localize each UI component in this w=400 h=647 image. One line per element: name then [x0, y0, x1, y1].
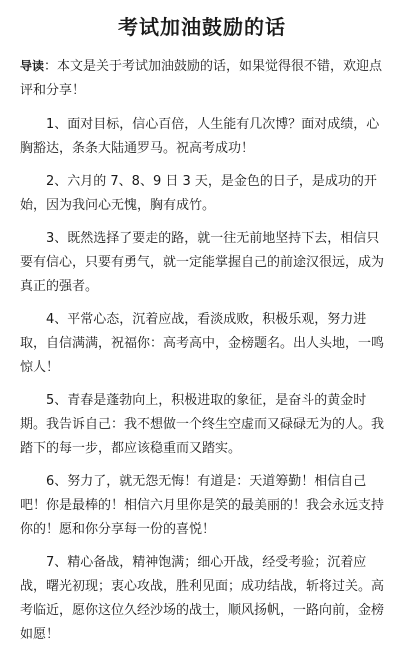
paragraph-6: 6、努力了，就无怨无悔！有道是：天道筹勤！相信自己吧！你是最棒的！相信六月里你是笑的最美丽的！我会永远支持你的！愿和你分享每一份的喜悦！: [20, 474, 385, 537]
page-footer-mark: [180, 598, 220, 608]
intro-text: ：本文是关于考试加油鼓励的话，如果觉得很不错，欢迎点评和分享！: [20, 59, 383, 98]
paragraph-2: 2、六月的 7、8、9 日 3 天，是金色的日子，是成功的开始，因为我问心无愧，胸有成竹。: [20, 174, 377, 213]
paragraph-3: 3、既然选择了要走的路，就一往无前地坚持下去，相信只要有信心，只要有勇气，就一定能掌握自己的前途汉很远，成为真正的强者。: [20, 231, 385, 294]
paragraph-1: 1、面对目标，信心百倍，人生能有几次博？面对成绩，心胸豁达，条条大陆通罗马。祝高考成功！: [20, 117, 380, 156]
article-intro: [20, 54, 384, 103]
paragraph-5: 5、青春是蓬勃向上，积极进取的象征，是奋斗的黄金时期。我告诉自己：我不想做一个终生空虚而又碌碌无为的人。我踏下的每一步，都应该稳重而又踏实。: [20, 393, 385, 456]
intro-label: 导读: [20, 59, 45, 73]
article-title: 考试加油鼓励的话: [118, 15, 286, 39]
paragraph-7: 7、精心备战，精神饱满；细心开战，经受考验；沉着应战，曙光初现；衷心攻战，胜利见面；成功结战，斩将过关。高考临近，愿你这位久经沙场的战士，顺风扬帆，一路向前，金榜如愿！: [20, 555, 385, 642]
paragraph-4: 4、平常心态，沉着应战，看淡成败，积极乐观，努力进取，自信满满，祝福你：高考高中，金榜题名。出人头地，一鸣惊人！: [20, 312, 385, 375]
